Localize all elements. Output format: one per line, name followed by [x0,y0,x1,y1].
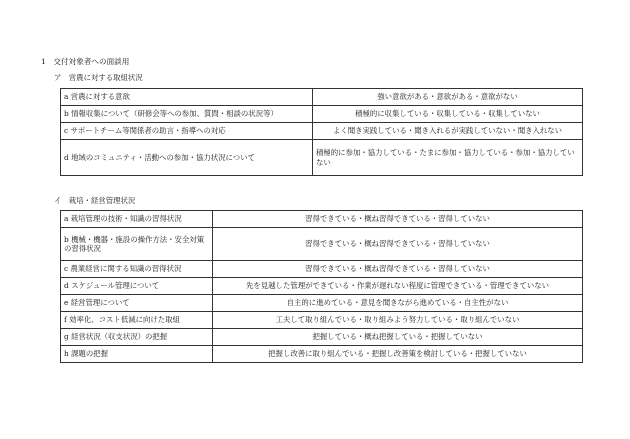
table-row [61,329,583,346]
item-cell: d 地域のコミュニティ・活動への参加・協力状況について [61,140,313,176]
evaluation-cell: 強い意欲がある・意欲がある・意欲がない [313,89,583,106]
item-cell: f 効率化、コスト低減に向けた取組 [61,312,213,329]
table-row [61,295,583,312]
table-row [61,211,583,228]
evaluation-cell: 習得できている・概ね習得できている・習得していない [213,228,583,261]
item-cell: e 経営管理について [61,295,213,312]
item-cell: b 情報収集について（研修会等への参加、質問・相談の状況等） [61,106,313,123]
table-row [61,228,583,261]
evaluation-cell: 把握している・概ね把握している・把握していない [213,329,583,346]
evaluation-cell: 自主的に進めている・意見を聞きながら進めている・自主性がない [213,295,583,312]
item-cell: d スケジュール管理について [61,278,213,295]
item-cell: h 課題の把握 [61,346,213,363]
item-cell: a 栽培管理の技術・知識の習得状況 [61,211,213,228]
evaluation-cell: 習得できている・概ね習得できている・習得していない [213,211,583,228]
evaluation-cell: 積極的に参加・協力している・たまに参加・協力している・参加・協力していない [313,140,583,176]
table-row [61,261,583,278]
table-row [61,346,583,363]
table-row [61,106,583,123]
table-row [61,140,583,176]
item-cell: c サポートチーム等関係者の助言・指導への対応 [61,123,313,140]
item-cell: b 機械・機器・施設の操作方法・安全対策の習得状況 [61,228,213,261]
part-b-title: イ 栽培・経営管理状況 [54,196,136,205]
item-cell: a 営農に対する意欲 [61,89,313,106]
table-row [61,312,583,329]
farming-attitude-table [60,88,583,176]
evaluation-cell: 工夫して取り組んでいる・取り組みよう努力している・取り組んでいない [213,312,583,329]
evaluation-cell: 積極的に収集している・収集している・収集していない [313,106,583,123]
item-cell: g 経営状況（収支状況）の把握 [61,329,213,346]
table-row [61,89,583,106]
cultivation-management-table [60,210,583,363]
table-row [61,123,583,140]
evaluation-cell: 先を見越した管理ができている・作業が遅れない程度に管理できている・管理できていない [213,278,583,295]
section-title: 1 交付対象者への面談用 [41,57,130,66]
table-row [61,278,583,295]
evaluation-cell: 把握し改善に取り組んでいる・把握し改善策を検討している・把握していない [213,346,583,363]
evaluation-cell: よく聞き実践している・聞き入れるが実践していない・聞き入れない [313,123,583,140]
evaluation-cell: 習得できている・概ね習得できている・習得していない [213,261,583,278]
part-a-title: ア 営農に対する取組状況 [54,73,143,82]
item-cell: c 農業経営に関する知識の習得状況 [61,261,213,278]
